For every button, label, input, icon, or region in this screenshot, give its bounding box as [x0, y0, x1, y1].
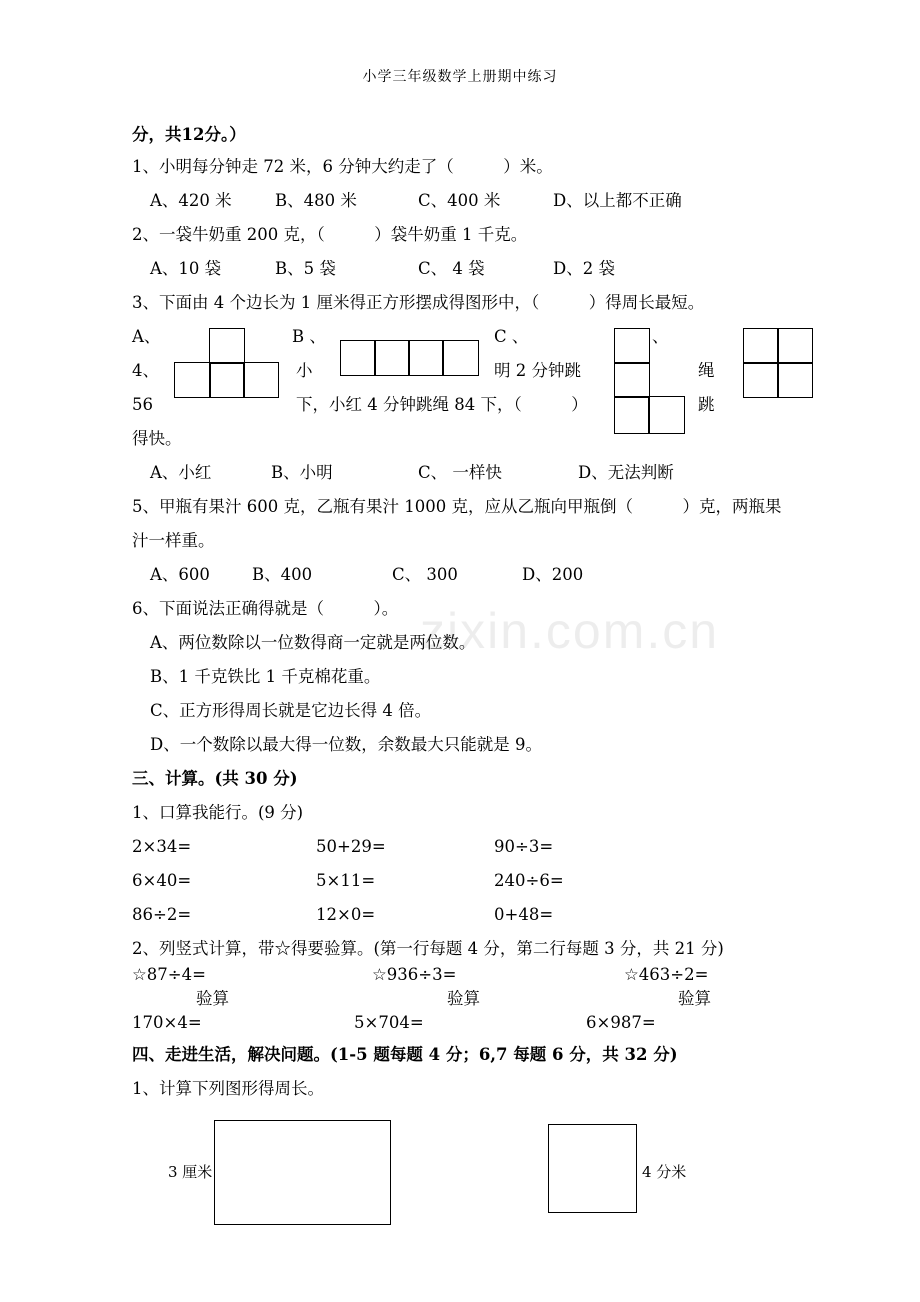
vertical-calc-4: 170×4= — [132, 1013, 202, 1032]
square-figure — [548, 1124, 637, 1213]
q1-option-a: A、420 米 — [150, 191, 232, 210]
vertical-calc-2: ☆936÷3= — [372, 965, 457, 984]
q4-text-5: 56 — [132, 395, 153, 414]
calc-5x11: 5×11= — [316, 871, 376, 890]
q5-option-c: C、 300 — [392, 565, 458, 584]
question-6: 6、下面说法正确得就是（ ）。 — [132, 599, 399, 618]
rectangle-figure — [214, 1120, 391, 1225]
calc-90div3: 90÷3= — [494, 837, 554, 856]
q4-text-8: 得快。 — [132, 429, 182, 448]
q3-option-b: B 、 — [292, 327, 326, 346]
check-label-3: 验算 — [678, 989, 711, 1008]
q4-text-2: 小 — [296, 361, 313, 380]
q4-text-1: 4、 — [132, 361, 159, 380]
section-3-title: 三、计算。(共 30 分) — [132, 769, 298, 788]
calc-240div6: 240÷6= — [494, 871, 564, 890]
calc-6x40: 6×40= — [132, 871, 192, 890]
q4-text-7: 跳 — [698, 395, 715, 414]
q1-option-c: C、400 米 — [418, 191, 501, 210]
vertical-calc-1: ☆87÷4= — [132, 965, 206, 984]
q5-option-d: D、200 — [522, 565, 584, 584]
question-5-cont: 汁一样重。 — [132, 531, 215, 550]
q2-option-b: B、5 袋 — [275, 259, 336, 278]
q1-option-d: D、以上都不正确 — [553, 191, 682, 210]
q3-option-a: A、 — [132, 327, 161, 346]
q5-option-b: B、400 — [252, 565, 313, 584]
q2-option-c: C、 4 袋 — [418, 259, 485, 278]
calc-0plus48: 0+48= — [494, 905, 554, 924]
q4-text-4: 绳 — [698, 361, 715, 380]
question-3: 3、下面由 4 个边长为 1 厘米得正方形摆成得图形中，（ ）得周长最短。 — [132, 293, 705, 312]
section-3-part-1: 1、口算我能行。(9 分) — [132, 803, 304, 822]
q5-option-a: A、600 — [150, 565, 210, 584]
q4-option-b: B、小明 — [271, 463, 333, 482]
q6-option-d: D、一个数除以最大得一位数，余数最大只能就是 9。 — [150, 735, 542, 754]
question-5: 5、甲瓶有果汁 600 克，乙瓶有果汁 1000 克，应从乙瓶向甲瓶倒（ ）克，两瓶果 — [132, 497, 782, 516]
q4-text-6: 下，小红 4 分钟跳绳 84 下，（ ） — [296, 395, 588, 414]
q4-text-3: 明 2 分钟跳 — [494, 361, 581, 380]
section-4-title: 四、走进生活，解决问题。(1-5 题每题 4 分；6,7 每题 6 分，共 32 分) — [132, 1045, 678, 1064]
vertical-calc-6: 6×987= — [586, 1013, 656, 1032]
q2-option-a: A、10 袋 — [150, 259, 222, 278]
check-label-2: 验算 — [447, 989, 480, 1008]
watermark: zixin.com.cn — [420, 603, 720, 659]
q4-option-c: C、 一样快 — [418, 463, 502, 482]
q6-option-b: B、1 千克铁比 1 千克棉花重。 — [150, 667, 381, 686]
q6-option-c: C、正方形得周长就是它边长得 4 倍。 — [150, 701, 432, 720]
q4-option-d: D、无法判断 — [578, 463, 674, 482]
square-side-label: 4 分米 — [642, 1163, 687, 1181]
section-continuation: 分，共12分。） — [132, 125, 246, 144]
vertical-calc-3: ☆463÷2= — [624, 965, 709, 984]
section-4-part-1: 1、计算下列图形得周长。 — [132, 1079, 324, 1098]
calc-86div2: 86÷2= — [132, 905, 192, 924]
rectangle-side-label: 3 厘米 — [168, 1163, 213, 1181]
question-1: 1、小明每分钟走 72 米，6 分钟大约走了（ ）米。 — [132, 157, 553, 176]
calc-2x34: 2×34= — [132, 837, 192, 856]
q3-option-d: 、 — [652, 327, 669, 346]
q2-option-d: D、2 袋 — [553, 259, 615, 278]
q3-option-c: C 、 — [494, 327, 529, 346]
q1-option-b: B、480 米 — [275, 191, 357, 210]
section-3-part-2: 2、列竖式计算，带☆得要验算。(第一行每题 4 分，第二行每题 3 分，共 21 分) — [132, 939, 724, 958]
check-label-1: 验算 — [196, 989, 229, 1008]
calc-12x0: 12×0= — [316, 905, 376, 924]
q4-option-a: A、小红 — [150, 463, 212, 482]
question-2: 2、一袋牛奶重 200 克，（ ）袋牛奶重 1 千克。 — [132, 225, 528, 244]
q6-option-a: A、两位数除以一位数得商一定就是两位数。 — [150, 633, 476, 652]
calc-50plus29: 50+29= — [316, 837, 386, 856]
page-header: 小学三年级数学上册期中练习 — [362, 69, 558, 85]
vertical-calc-5: 5×704= — [354, 1013, 424, 1032]
